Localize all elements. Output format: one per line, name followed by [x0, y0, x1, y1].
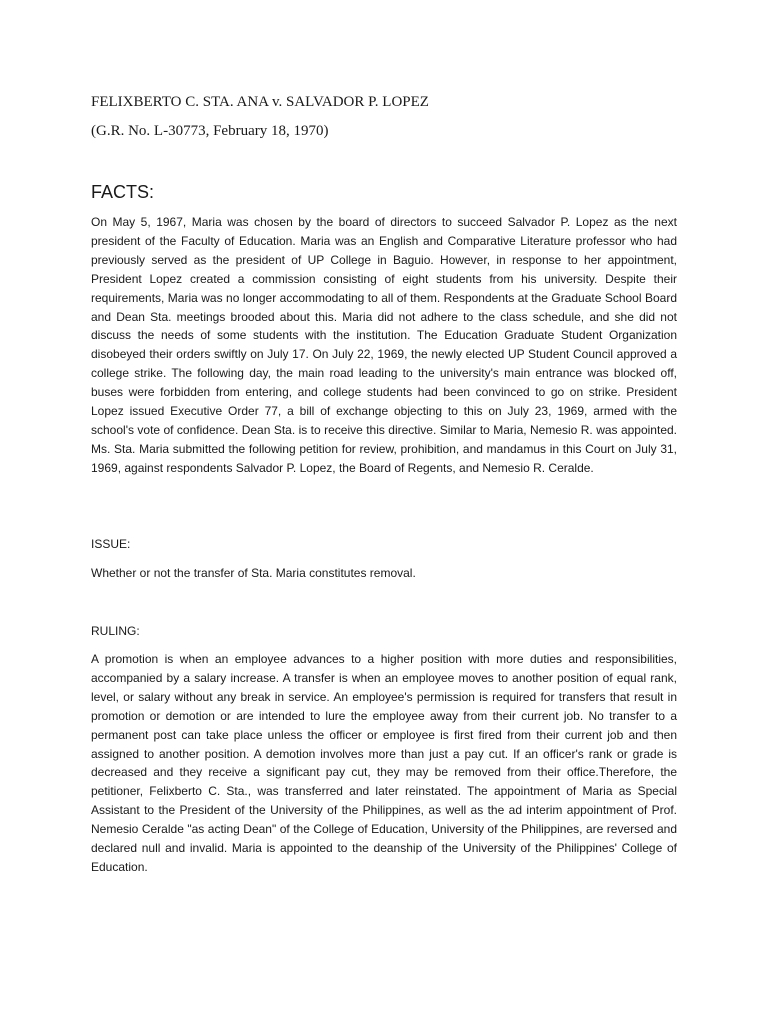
case-title: FELIXBERTO C. STA. ANA v. SALVADOR P. LOPEZ: [91, 94, 429, 110]
ruling-body: A promotion is when an employee advances to a higher position with more duties and responsibilities, accompanied by a salary increase. A transfer is when an employee moves to another position of equal rank, level, or salary without any break in service. An employee's permission is required for transfers that result in promotion or demotion or are intended to lure the employee away from their current job. No transfer to a permanent post can take place unless the officer or employee is first fired from their current job and then assigned to another position. A demotion involves more than just a pay cut. If an officer's rank or grade is decreased and they receive a significant pay cut, they may be removed from their office.Therefore, the petitioner, Felixberto C. Sta., was transferred and later reinstated. The appointment of Maria as Special Assistant to the President of the University of the Philippines, as well as the ad interim appointment of Prof. Nemesio Ceralde "as acting Dean" of the College of Education, University of the Philippines, are reversed and declared null and invalid. Maria is appointed to the deanship of the University of the Philippines' College of Education.: [91, 652, 677, 874]
ruling-heading: RULING:: [91, 624, 140, 638]
facts-body: On May 5, 1967, Maria was chosen by the board of directors to succeed Salvador P. Lopez as the next president of the Faculty of Education. Maria was an English and Comparative Literature professor who had previously served as the president of UP College in Baguio. However, in response to her appointment, President Lopez created a commission consisting of eight students from his university. Despite their requirements, Maria was no longer accommodating to all of them. Respondents at the Graduate School Board and Dean Sta. meetings brooded about this. Maria did not adhere to the class schedule, and she did not discuss the needs of some students with the institution. The Education Graduate Student Organization disobeyed their orders swiftly on July 17. On July 22, 1969, the newly elected UP Student Council approved a college strike. The following day, the main road leading to the university's main entrance was blocked off, buses were forbidden from entering, and college students had been convinced to go on strike. President Lopez issued Executive Order 77, a bill of exchange objecting to this on July 23, 1969, armed with the school's vote of confidence. Dean Sta. is to receive this directive. Similar to Maria, Nemesio R. was appointed. Ms. Sta. Maria submitted the following petition for review, prohibition, and mandamus in this Court on July 31, 1969, against respondents Salvador P. Lopez, the Board of Regents, and Nemesio R. Ceralde.: [91, 215, 677, 475]
case-citation: (G.R. No. L-30773, February 18, 1970): [91, 123, 329, 139]
issue-heading: ISSUE:: [91, 537, 131, 551]
facts-heading: FACTS:: [91, 182, 155, 202]
issue-body: Whether or not the transfer of Sta. Maria constitutes removal.: [91, 566, 416, 580]
